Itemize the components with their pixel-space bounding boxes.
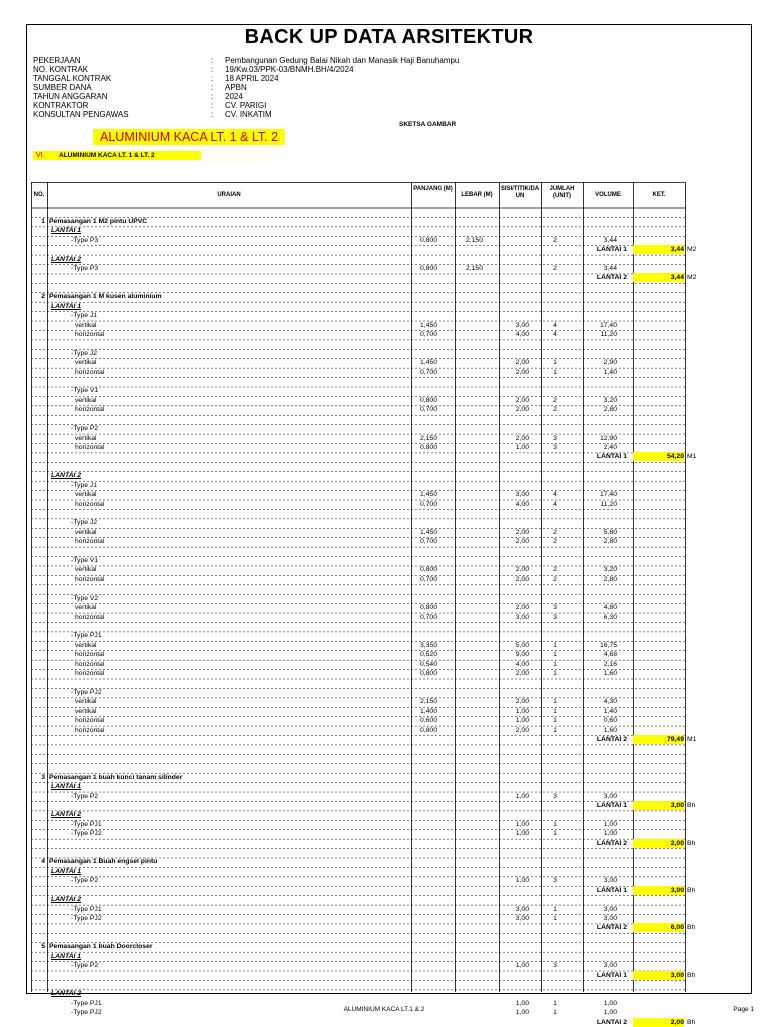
jumlah-value: 1 (553, 726, 557, 734)
row-description: horizontal (75, 575, 105, 583)
info-colon: : (211, 74, 214, 83)
jumlah-value: 1 (553, 830, 557, 838)
jumlah-value: 3 (553, 613, 557, 621)
jumlah-value: 2 (553, 538, 557, 546)
header-lebar: LEBAR (M) (461, 192, 493, 198)
sisi-value: 3,00 (515, 905, 529, 913)
jumlah-value: 3 (553, 444, 557, 451)
volume-value: 1,40 (603, 368, 617, 376)
jumlah-value: 1 (553, 717, 557, 725)
row-description: Pemasangan 1 M kusen aluminium (49, 293, 162, 301)
panjang-value: 0,800 (419, 236, 437, 244)
row-description: LANTAI 2 (51, 990, 82, 998)
panjang-value: 1,450 (419, 491, 437, 499)
row-description: vertikal (75, 321, 97, 329)
info-colon: : (211, 101, 214, 110)
row-description: -Type P2 (71, 425, 99, 433)
volume-value: 3,44 (603, 265, 617, 273)
header-uraian: URAIAN (217, 192, 241, 198)
volume-value: 2,80 (603, 538, 617, 546)
row-description: -Type J1 (71, 481, 98, 489)
volume-value: 5,80 (603, 528, 617, 536)
sisi-value: 2,00 (515, 359, 529, 367)
info-value: 2024 (225, 92, 243, 101)
floor-total-value: 3,00 (633, 971, 684, 980)
section-subheading (33, 151, 201, 160)
jumlah-value: 4 (553, 330, 557, 338)
floor-total-label: LANTAI 1 (596, 453, 627, 461)
floor-total-value: 3,44 (633, 245, 684, 254)
row-description: -Type V1 (71, 557, 99, 565)
floor-total-unit: M1 (687, 453, 697, 461)
floor-total-label: LANTAI 2 (596, 839, 627, 847)
row-description: Pemasangan 1 buah Doorcloser (49, 943, 153, 951)
section-subheading-text: ALUMINIUM KACA LT. 1 & LT. 2 (59, 152, 155, 159)
section-number: VI. (36, 152, 45, 159)
floor-total-unit: Bh (687, 1018, 696, 1026)
floor-total-unit: M2 (687, 274, 697, 282)
sisi-value: 4,00 (515, 330, 529, 338)
row-description: vertikal (75, 491, 97, 499)
jumlah-value: 1 (553, 641, 557, 649)
row-description: LANTAI 2 (51, 896, 82, 904)
jumlah-value: 2 (553, 236, 557, 244)
volume-value: 3,00 (603, 877, 617, 885)
info-colon: : (211, 56, 214, 65)
panjang-value: 0,540 (419, 660, 437, 668)
header-sisi: SISI/TITIK/DA UN (500, 186, 540, 199)
footer-sheet-name: ALUMINIUM KACA LT.1 & 2 (343, 1006, 425, 1013)
row-description: LANTAI 1 (51, 867, 82, 875)
volume-value: 3,00 (603, 915, 617, 922)
jumlah-value: 1 (553, 999, 557, 1007)
info-label: KONSULTAN PENGAWAS (33, 110, 129, 119)
panjang-value: 1,450 (419, 359, 437, 367)
sisi-value: 3,00 (515, 915, 529, 922)
info-label: PEKERJAAN (33, 56, 81, 65)
row-description: LANTAI 1 (51, 783, 82, 791)
volume-value: 1,00 (603, 820, 617, 828)
sisi-value: 1,00 (515, 792, 529, 800)
row-description: vertikal (75, 434, 97, 442)
volume-value: 1,00 (603, 1009, 617, 1017)
sisi-value: 2,00 (515, 434, 529, 442)
page-title: BACK UP DATA ARSITEKTUR (244, 26, 534, 48)
jumlah-value: 3 (553, 962, 557, 970)
volume-value: 12,90 (599, 434, 617, 442)
row-description: vertikal (75, 641, 97, 649)
volume-value: 2,16 (603, 660, 617, 668)
sisi-value: 2,00 (515, 670, 529, 678)
jumlah-value: 4 (553, 500, 557, 508)
jumlah-value: 1 (553, 670, 557, 678)
floor-total-label: LANTAI 2 (596, 1018, 627, 1026)
jumlah-value: 1 (553, 698, 557, 706)
sisi-value: 4,00 (515, 500, 529, 508)
jumlah-value: 3 (553, 877, 557, 885)
row-description: Pemasangan 1 M2 pintu UPVC (49, 217, 148, 225)
volume-value: 0,60 (603, 717, 617, 725)
volume-value: 1,00 (603, 999, 617, 1007)
sisi-value: 3,00 (515, 321, 529, 329)
info-value: CV. INKATIM (225, 110, 272, 119)
sisi-value: 1,00 (515, 830, 529, 838)
jumlah-value: 4 (553, 491, 557, 499)
lebar-value: 2,150 (465, 236, 483, 244)
floor-total-value: 79,49 (633, 735, 684, 744)
sisi-value: 1,00 (515, 444, 529, 451)
sisi-value: 2,00 (515, 396, 529, 404)
sisi-value: 2,00 (515, 698, 529, 706)
info-label: KONTRAKTOR (33, 101, 89, 110)
sisi-value: 2,00 (515, 528, 529, 536)
info-label: TANGGAL KONTRAK (33, 74, 112, 83)
sisi-value: 2,00 (515, 368, 529, 376)
header-no: NO. (33, 192, 45, 198)
sisi-value: 1,00 (515, 820, 529, 828)
volume-value: 1,60 (603, 670, 617, 678)
floor-total-unit: Bh (687, 839, 696, 847)
panjang-value: 0,800 (419, 670, 437, 678)
floor-total-label: LANTAI 2 (596, 924, 627, 932)
row-description: -Type P3 (71, 265, 99, 273)
row-description: -Type PJ1 (71, 632, 102, 640)
panjang-value: 3,350 (419, 641, 437, 649)
volume-value: 2,80 (603, 406, 617, 414)
floor-total-value: 54,20 (633, 452, 684, 461)
row-number: 4 (41, 858, 45, 866)
volume-value: 4,68 (603, 651, 617, 659)
volume-value: 3,44 (603, 236, 617, 244)
jumlah-value: 1 (553, 707, 557, 715)
row-description: -Type P3 (71, 236, 99, 244)
lebar-value: 2,150 (465, 265, 483, 273)
jumlah-value: 4 (553, 321, 557, 329)
panjang-value: 0,800 (419, 444, 437, 451)
floor-total-unit: Bh (687, 801, 696, 809)
row-description: vertikal (75, 698, 97, 706)
sisi-value: 2,00 (515, 538, 529, 546)
panjang-value: 2,150 (419, 434, 437, 442)
info-label: TAHUN ANGGARAN (33, 92, 108, 101)
row-description: -Type J2 (71, 519, 98, 527)
row-description: vertikal (75, 528, 97, 536)
jumlah-value: 3 (553, 434, 557, 442)
sisi-value: 1,00 (515, 1009, 529, 1017)
row-description: LANTAI 1 (51, 302, 82, 310)
row-description: LANTAI 2 (51, 472, 82, 480)
row-description: vertikal (75, 359, 97, 367)
sisi-value: 3,00 (515, 613, 529, 621)
panjang-value: 0,700 (419, 500, 437, 508)
row-number: 2 (41, 293, 45, 301)
jumlah-value: 2 (553, 566, 557, 574)
row-description: horizontal (75, 368, 105, 376)
volume-value: 3,20 (603, 566, 617, 574)
sisi-value: 1,00 (515, 962, 529, 970)
row-number: 1 (41, 217, 45, 225)
info-colon: : (211, 92, 214, 101)
panjang-value: 0,700 (419, 613, 437, 621)
sisi-value: 9,00 (515, 651, 529, 659)
panjang-value: 0,700 (419, 575, 437, 583)
info-colon: : (211, 83, 214, 92)
info-labels (33, 56, 129, 119)
header-jumlah: JUMLAH (UNIT) (549, 186, 575, 199)
volume-value: 4,30 (603, 698, 617, 706)
volume-value: 17,40 (599, 321, 617, 329)
row-description: horizontal (75, 613, 105, 621)
row-description: -Type PJ1 (71, 820, 102, 828)
jumlah-value: 2 (553, 265, 557, 273)
header-volume: VOLUME (595, 192, 621, 198)
floor-total-label: LANTAI 1 (596, 971, 627, 979)
sisi-value: 2,00 (515, 726, 529, 734)
panjang-value: 1,450 (419, 528, 437, 536)
row-description: -Type PJ1 (71, 905, 102, 913)
floor-total-value: 3,44 (633, 273, 684, 282)
row-description: -Type J2 (71, 349, 98, 357)
panjang-value: 1,450 (419, 321, 437, 329)
volume-value: 3,00 (603, 962, 617, 970)
row-description: -Type PJ2 (71, 688, 102, 696)
volume-value: 4,80 (603, 604, 617, 612)
floor-total-unit: Bh (687, 924, 696, 932)
jumlah-value: 2 (553, 396, 557, 404)
row-description: LANTAI 2 (51, 811, 82, 819)
panjang-value: 0,700 (419, 330, 437, 338)
jumlah-value: 1 (553, 915, 557, 922)
row-description: -Type V2 (71, 594, 99, 602)
row-number: 3 (41, 773, 45, 781)
header-panjang: PANJANG (M) (413, 186, 453, 192)
row-description: -Type PJ2 (71, 915, 102, 922)
sisi-value: 4,00 (515, 660, 529, 668)
floor-total-value: 2,00 (633, 1018, 684, 1027)
jumlah-value: 2 (553, 406, 557, 414)
sisi-value: 1,00 (515, 877, 529, 885)
panjang-value: 2,150 (419, 698, 437, 706)
row-description: horizontal (75, 406, 105, 414)
floor-total-label: LANTAI 1 (596, 246, 627, 254)
row-description: LANTAI 1 (51, 952, 82, 960)
jumlah-value: 3 (553, 604, 557, 612)
jumlah-value: 1 (553, 368, 557, 376)
panjang-value: 0,700 (419, 406, 437, 414)
sisi-value: 2,00 (515, 406, 529, 414)
volume-value: 1,40 (603, 707, 617, 715)
volume-value: 1,60 (603, 726, 617, 734)
info-value: Pembangunan Gedung Balai Nikah dan Manasik Haji Banuhampu (225, 56, 460, 65)
sisi-value: 2,00 (515, 566, 529, 574)
panjang-value: 0,700 (419, 368, 437, 376)
info-value: APBN (225, 83, 247, 92)
row-description: -Type P2 (71, 792, 99, 800)
row-description: horizontal (75, 444, 105, 451)
volume-value: 6,30 (603, 613, 617, 621)
row-description: Pemasangan 1 Buah engsel pintu (49, 858, 158, 866)
jumlah-value: 2 (553, 528, 557, 536)
row-description: horizontal (75, 500, 105, 508)
sketch-label: SKETSA GAMBAR (399, 121, 457, 128)
section-heading: ALUMINIUM KACA LT. 1 & LT. 2 (93, 129, 285, 145)
row-description: vertikal (75, 707, 97, 715)
volume-value: 11,20 (600, 500, 617, 508)
row-description: horizontal (75, 726, 105, 734)
sisi-value: 3,00 (515, 491, 529, 499)
panjang-value: 0,800 (419, 726, 437, 734)
floor-total-value: 3,00 (633, 886, 684, 895)
row-description: Pemasangan 1 buah kunci tanam silinder (49, 773, 183, 781)
volume-value: 3,20 (603, 396, 617, 404)
info-value: 19/Kw.03/PPK-03/BNMH.BH/4/2024 (225, 65, 354, 74)
volume-value: 17,40 (599, 491, 617, 499)
sisi-value: 1,00 (515, 717, 529, 725)
panjang-value: 1,400 (419, 707, 437, 715)
sisi-value: 1,00 (515, 999, 529, 1007)
jumlah-value: 1 (553, 651, 557, 659)
panjang-value: 0,800 (419, 396, 437, 404)
info-label: SUMBER DANA (33, 83, 92, 92)
sisi-value: 1,00 (515, 707, 529, 715)
row-description: vertikal (75, 566, 97, 574)
panjang-value: 0,800 (419, 566, 437, 574)
info-colon: : (211, 110, 214, 119)
row-description: horizontal (75, 717, 105, 725)
row-description: -Type P2 (71, 877, 99, 885)
jumlah-value: 1 (553, 660, 557, 668)
row-description: -Type PJ2 (71, 1009, 102, 1017)
floor-total-label: LANTAI 2 (596, 274, 627, 282)
jumlah-value: 3 (553, 792, 557, 800)
volume-value: 16,75 (599, 641, 617, 649)
row-description: LANTAI 2 (51, 255, 82, 263)
info-colons (211, 56, 213, 119)
sisi-value: 2,00 (515, 604, 529, 612)
sisi-value: 5,00 (515, 641, 529, 649)
panjang-value: 0,800 (419, 604, 437, 612)
floor-total-value: 3,00 (633, 801, 684, 810)
info-colon: : (211, 65, 214, 74)
row-description: -Type PJ1 (71, 999, 102, 1007)
sisi-value: 2,00 (515, 575, 529, 583)
volume-value: 1,00 (603, 830, 617, 838)
row-description: horizontal (75, 330, 105, 338)
info-label: NO. KONTRAK (33, 65, 89, 74)
volume-value: 3,00 (603, 905, 617, 913)
row-description: horizontal (75, 651, 105, 659)
volume-value: 2,80 (603, 575, 617, 583)
volume-value: 3,00 (603, 792, 617, 800)
row-description: vertikal (75, 396, 97, 404)
panjang-value: 0,700 (419, 538, 437, 546)
volume-value: 11,20 (600, 330, 617, 338)
row-number: 5 (41, 943, 45, 951)
row-description: horizontal (75, 538, 105, 546)
panjang-value: 0,800 (419, 265, 437, 273)
header-ket: KET. (652, 192, 666, 198)
volume-value: 2,90 (603, 359, 617, 367)
row-description: horizontal (75, 660, 105, 668)
floor-total-unit: M2 (687, 246, 697, 254)
panjang-value: 0,520 (419, 651, 437, 659)
row-description: -Type V1 (71, 387, 99, 395)
floor-total-value: 2,00 (633, 839, 684, 848)
info-value: CV. PARIGI (225, 101, 267, 110)
footer-page-number: Page 1 (733, 1006, 754, 1013)
floor-total-unit: Bh (687, 886, 696, 894)
row-description: -Type P2 (71, 962, 99, 970)
row-description: LANTAI 1 (51, 227, 82, 235)
row-description: -Type PJ2 (71, 830, 102, 838)
info-values (225, 56, 459, 119)
volume-value: 2,40 (603, 444, 617, 451)
jumlah-value: 2 (553, 575, 557, 583)
info-value: 18 APRIL 2024 (225, 74, 279, 83)
row-description: -Type J1 (71, 312, 98, 320)
floor-total-label: LANTAI 1 (596, 886, 627, 894)
floor-total-label: LANTAI 1 (596, 801, 627, 809)
jumlah-value: 1 (553, 359, 557, 367)
jumlah-value: 1 (553, 905, 557, 913)
jumlah-value: 1 (553, 820, 557, 828)
floor-total-unit: Bh (687, 971, 696, 979)
floor-total-value: 6,00 (633, 923, 684, 932)
jumlah-value: 1 (553, 1009, 557, 1017)
row-description: horizontal (75, 670, 105, 678)
floor-total-unit: M1 (687, 736, 697, 744)
floor-total-label: LANTAI 2 (596, 736, 627, 744)
row-description: vertikal (75, 604, 97, 612)
panjang-value: 0,600 (419, 717, 437, 725)
